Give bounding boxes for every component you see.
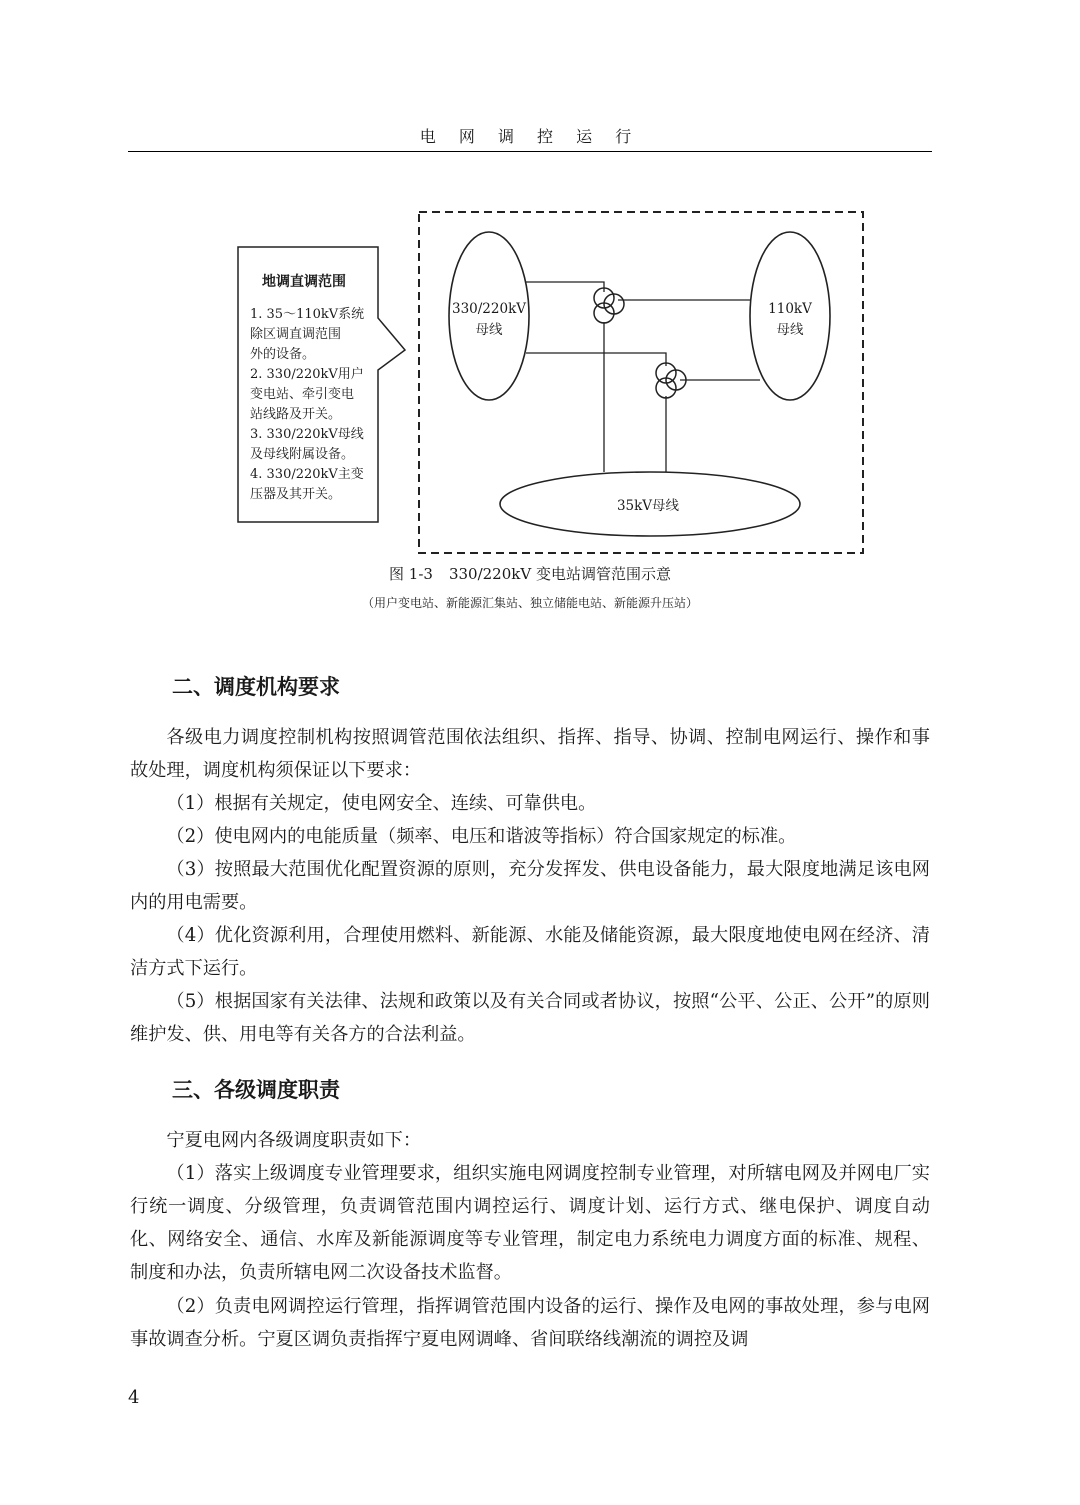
callout-line: 2. 330/220kV用户 [250, 367, 364, 382]
paragraph: （5）根据国家有关法律、法规和政策以及有关合同或者协议，按照“公平、公正、公开”的原则维护发、供、用电等有关各方的合法利益。 [130, 991, 930, 1045]
paragraph: （4）优化资源利用，合理使用燃料、新能源、水能及储能资源，最大限度地使电网在经济、清洁方式下运行。 [130, 925, 930, 979]
figure-number: 图 1-3 [389, 565, 433, 583]
section-heading-3: 三、各级调度职责 [172, 1078, 340, 1102]
bus-330kv-label-2: 母线 [475, 322, 503, 338]
paragraph: （3）按照最大范围优化配置资源的原则，充分发挥发、供电设备能力，最大限度地满足该电网内的用电需要。 [130, 859, 930, 913]
paragraph: （1）根据有关规定，使电网安全、连续、可靠供电。 [166, 793, 597, 814]
callout-line: 1. 35～110kV系统 [250, 307, 365, 322]
section-heading-2: 二、调度机构要求 [172, 675, 340, 699]
paragraph: 宁夏电网内各级调度职责如下： [166, 1130, 422, 1151]
callout-line: 3. 330/220kV母线 [250, 427, 364, 442]
paragraph: （2）负责电网调控运行管理，指挥调管范围内设备的运行、操作及电网的事故处理，参与电网事故调查分析。宁夏区调负责指挥宁夏电网调峰、省间联络线潮流的调控及调 [130, 1296, 930, 1350]
callout-line: 变电站、牵引变电 [250, 387, 355, 402]
callout-title: 地调直调范围 [262, 274, 346, 290]
callout-line: 及母线附属设备。 [250, 447, 355, 462]
callout-line: 站线路及开关。 [250, 407, 342, 422]
running-header: 电 网 调 控 运 行 [419, 127, 641, 146]
bus-330kv-label: 330/220kV [451, 301, 527, 317]
transformer-1-icon [594, 288, 624, 323]
paragraph: （2）使电网内的电能质量（频率、电压和谐波等指标）符合国家规定的标准。 [166, 826, 797, 847]
callout-line: 4. 330/220kV主变 [250, 467, 364, 482]
bus-110kv-label: 110kV [768, 301, 812, 317]
page-number: 4 [128, 1387, 140, 1408]
callout-line: 压器及其开关。 [250, 487, 342, 502]
callout-line: 除区调直调范围 [250, 327, 342, 342]
substation-scope-diagram [0, 0, 1080, 620]
paragraph: （1）落实上级调度专业管理要求，组织实施电网调度控制专业管理，对所辖电网及并网电厂实行统一调度、分级管理，负责调管范围内调控运行、调度计划、运行方式、继电保护、调度自动化、网络安全、通信、水库及新能源调度等专业管理，制定电力系统电力调度方面的标准、规程、制度和办法，负责所辖电网二次设备技术监督。 [130, 1163, 930, 1283]
bus-35kv-label: 35kV母线 [616, 498, 680, 514]
paragraph: 各级电力调度控制机构按照调管范围依法组织、指挥、指导、协调、控制电网运行、操作和事故处理，调度机构须保证以下要求： [130, 727, 930, 781]
figure-caption [128, 563, 932, 584]
figure-subcaption: （用户变电站、新能源汇集站、独立储能电站、新能源升压站） [361, 596, 698, 610]
connection-lines [526, 282, 760, 472]
callout-line: 外的设备。 [250, 347, 316, 362]
bus-110kv-label-2: 母线 [776, 322, 804, 338]
figure-title: 330/220kV 变电站调管范围示意 [448, 565, 671, 583]
